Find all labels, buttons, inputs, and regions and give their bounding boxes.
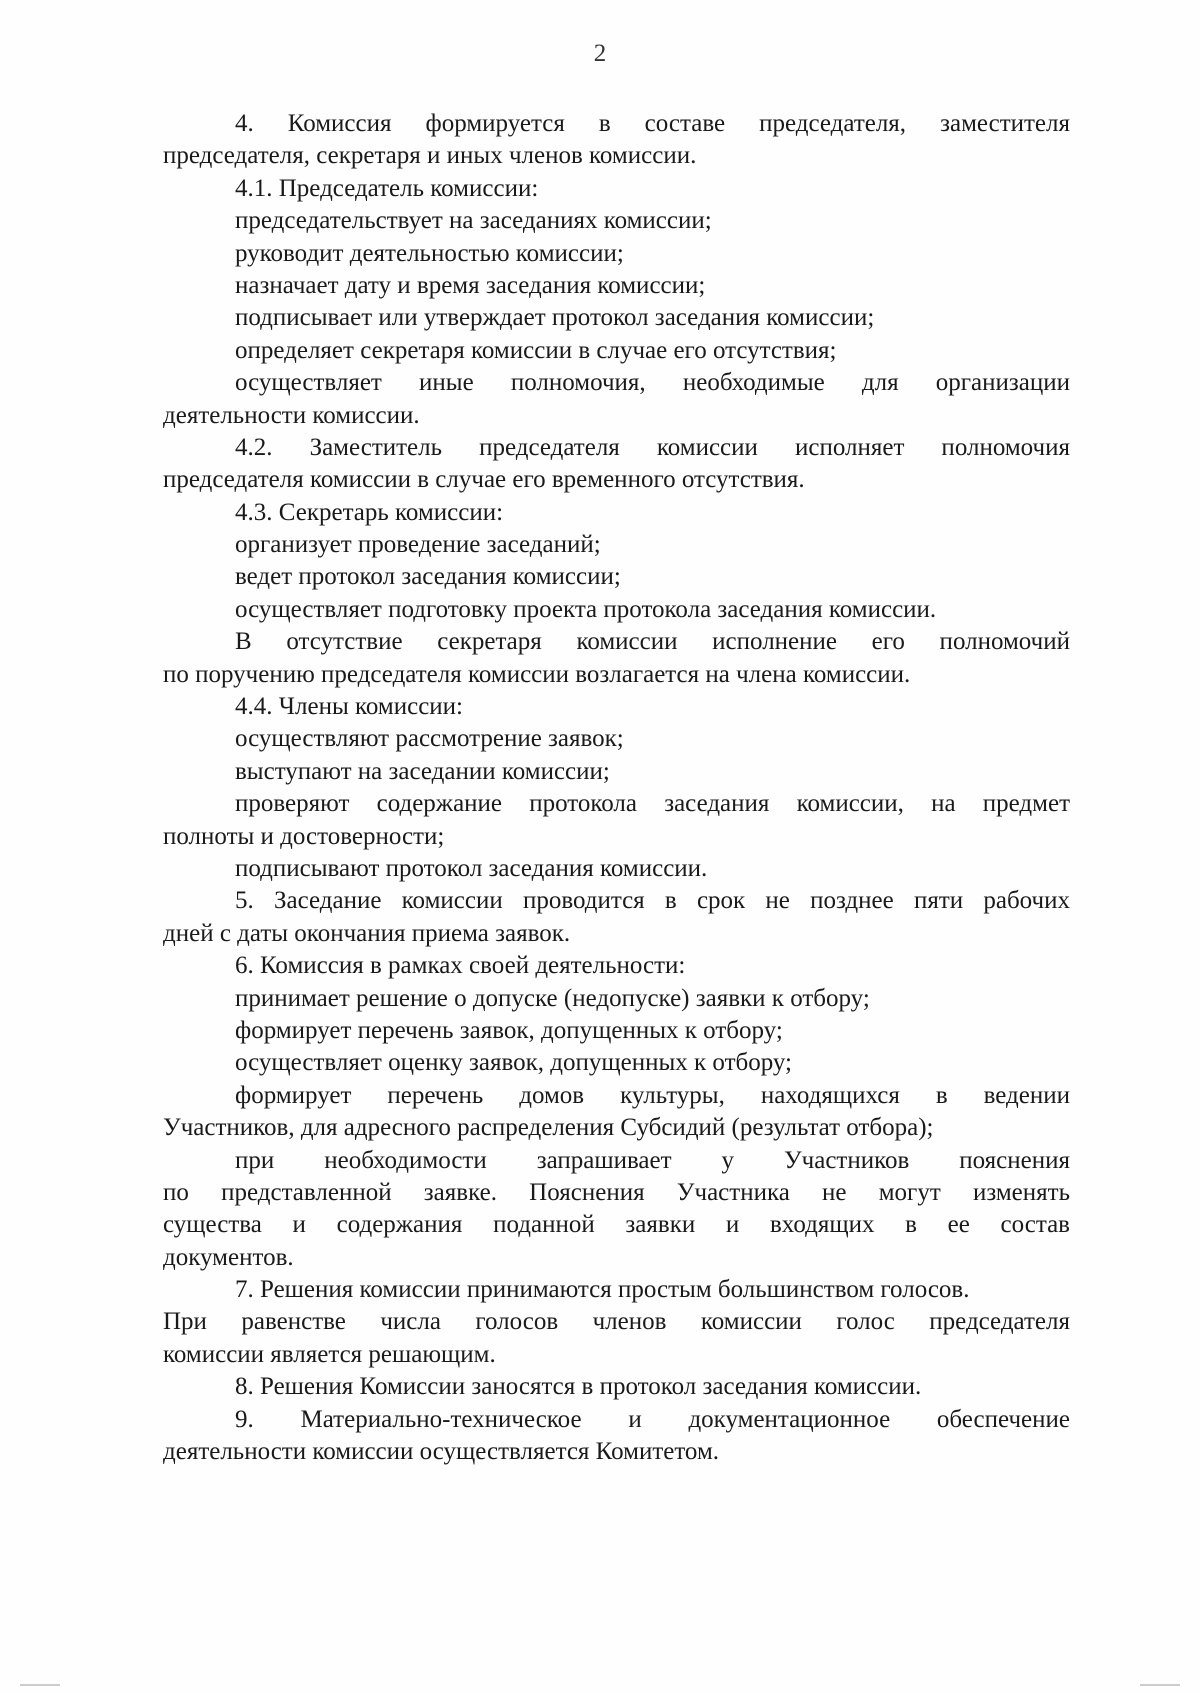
text-line: 4. Комиссия формируется в составе председателя, заместителя <box>235 110 1070 137</box>
text-line: руководит деятельностью комиссии; <box>235 239 624 267</box>
text-line: по поручению председателя комиссии возлагается на члена комиссии. <box>163 660 911 688</box>
text-line: 4.4. Члены комиссии: <box>235 693 463 721</box>
text-line: осуществляет иные полномочия, необходимые для организации <box>235 369 1070 397</box>
text-line: 4.1. Председатель комиссии: <box>235 174 539 202</box>
text-line: 6. Комиссия в рамках своей деятельности: <box>235 952 686 980</box>
text-line: 8. Решения Комиссии заносятся в протокол заседания комиссии. <box>235 1373 922 1401</box>
text-line: председательствует на заседаниях комиссии; <box>235 207 712 235</box>
text-line: При равенстве числа голосов членов комиссии голос председателя <box>163 1308 1070 1336</box>
text-line: 4.3. Секретарь комиссии: <box>235 498 504 526</box>
text-line: полноты и достоверности; <box>163 822 445 850</box>
text-line: 7. Решения комиссии принимаются простым большинством голосов. <box>235 1276 970 1304</box>
text-line: председателя, секретаря и иных членов комиссии. <box>163 142 697 170</box>
text-line: Участников, для адресного распределения Субсидий (результат отбора); <box>163 1114 934 1142</box>
text-line: дней с даты окончания приема заявок. <box>163 919 571 947</box>
text-line: 5. Заседание комиссии проводится в срок не позднее пяти рабочих <box>235 887 1070 915</box>
text-line: деятельности комиссии. <box>163 401 420 429</box>
text-line: ведет протокол заседания комиссии; <box>235 563 621 591</box>
text-line: существа и содержания поданной заявки и входящих в ее состав <box>163 1211 1070 1239</box>
text-line: при необходимости запрашивает у Участников пояснения <box>235 1146 1070 1174</box>
text-line: осуществляет подготовку проекта протокола заседания комиссии. <box>235 595 937 623</box>
text-line: подписывает или утверждает протокол заседания комиссии; <box>235 304 875 332</box>
text-line: подписывают протокол заседания комиссии. <box>235 854 708 882</box>
document-body <box>163 108 1070 1468</box>
text-line: принимает решение о допуске (недопуске) заявки к отбору; <box>235 984 870 1012</box>
text-line: документов. <box>163 1243 294 1271</box>
text-line: организует проведение заседаний; <box>235 531 601 559</box>
text-line: деятельности комиссии осуществляется Комитетом. <box>163 1438 720 1466</box>
text-line: по представленной заявке. Пояснения Участника не могут изменять <box>163 1178 1070 1206</box>
text-line: В отсутствие секретаря комиссии исполнение его полномочий <box>235 628 1070 656</box>
text-line: назначает дату и время заседания комиссии; <box>235 271 706 299</box>
text-line: формирует перечень домов культуры, находящихся в ведении <box>235 1081 1070 1109</box>
text-line: осуществляет оценку заявок, допущенных к отбору; <box>235 1049 792 1077</box>
text-line: 9. Материально-техническое и документационное обеспечение <box>235 1405 1070 1433</box>
page-number: 2 <box>593 40 607 67</box>
text-line: председателя комиссии в случае его временного отсутствия. <box>163 466 805 494</box>
scan-artifact-right <box>1140 1684 1180 1686</box>
scan-artifact-left <box>20 1684 60 1686</box>
text-line: проверяют содержание протокола заседания комиссии, на предмет <box>235 790 1070 818</box>
text-line: 4.2. Заместитель председателя комиссии исполняет полномочия <box>235 433 1070 461</box>
text-line: выступают на заседании комиссии; <box>235 757 610 785</box>
text-line: формирует перечень заявок, допущенных к отбору; <box>235 1016 783 1044</box>
text-line: комиссии является решающим. <box>163 1340 496 1368</box>
text-line: определяет секретаря комиссии в случае его отсутствия; <box>235 336 837 364</box>
text-line: осуществляют рассмотрение заявок; <box>235 725 624 753</box>
